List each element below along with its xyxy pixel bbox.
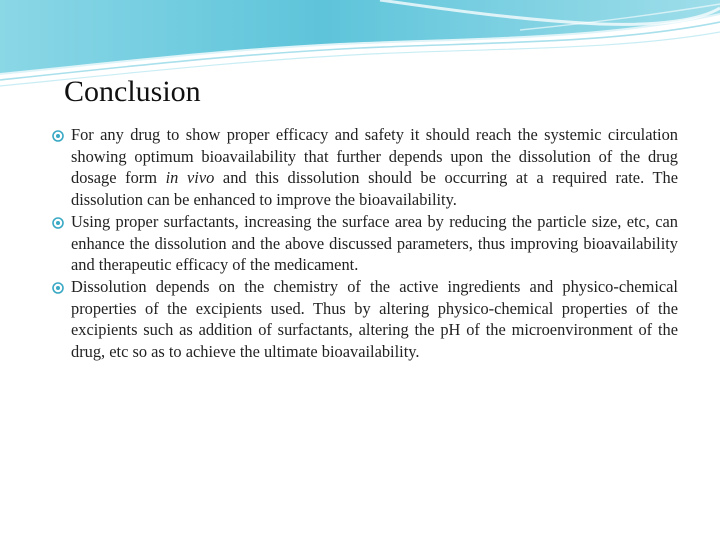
bullet-text-italic: in vivo — [165, 168, 215, 188]
bullet-text: Dissolution depends on the chemistry of the active ingredients and physico-chemical properties of the excipients used. Thus by altering physico-chemical properties of the excipients such as addition of surfactants, altering the pH of the microenvironment of the drug, etc so as to achieve the ultimate bioavailability. — [71, 276, 678, 362]
circle-bullet-icon — [49, 211, 69, 231]
bullet-text: For any drug to show proper efficacy and safety it should reach the systemic circulation showing optimum bioavailability that further depends upon the dissolution of the drug dosage form — [71, 125, 678, 188]
bullet-text: Using proper surfactants, increasing the surface area by reducing the particle size, etc, can enhance the dissolution and the above discussed parameters, thus improving bioavailability and therapeutic efficacy of the medicament. — [71, 211, 678, 275]
slide-title: Conclusion — [64, 75, 201, 108]
bullet-text: and this dissolution should be occurring at a required rate. The dissolution can be enhanced to improve the bioavailability. — [71, 168, 678, 210]
bullet-list — [48, 124, 678, 363]
bullet-item — [48, 124, 678, 211]
bullet-item — [48, 276, 678, 363]
bullet-item — [48, 211, 678, 276]
circle-bullet-icon — [49, 124, 69, 144]
circle-bullet-icon — [49, 276, 69, 296]
